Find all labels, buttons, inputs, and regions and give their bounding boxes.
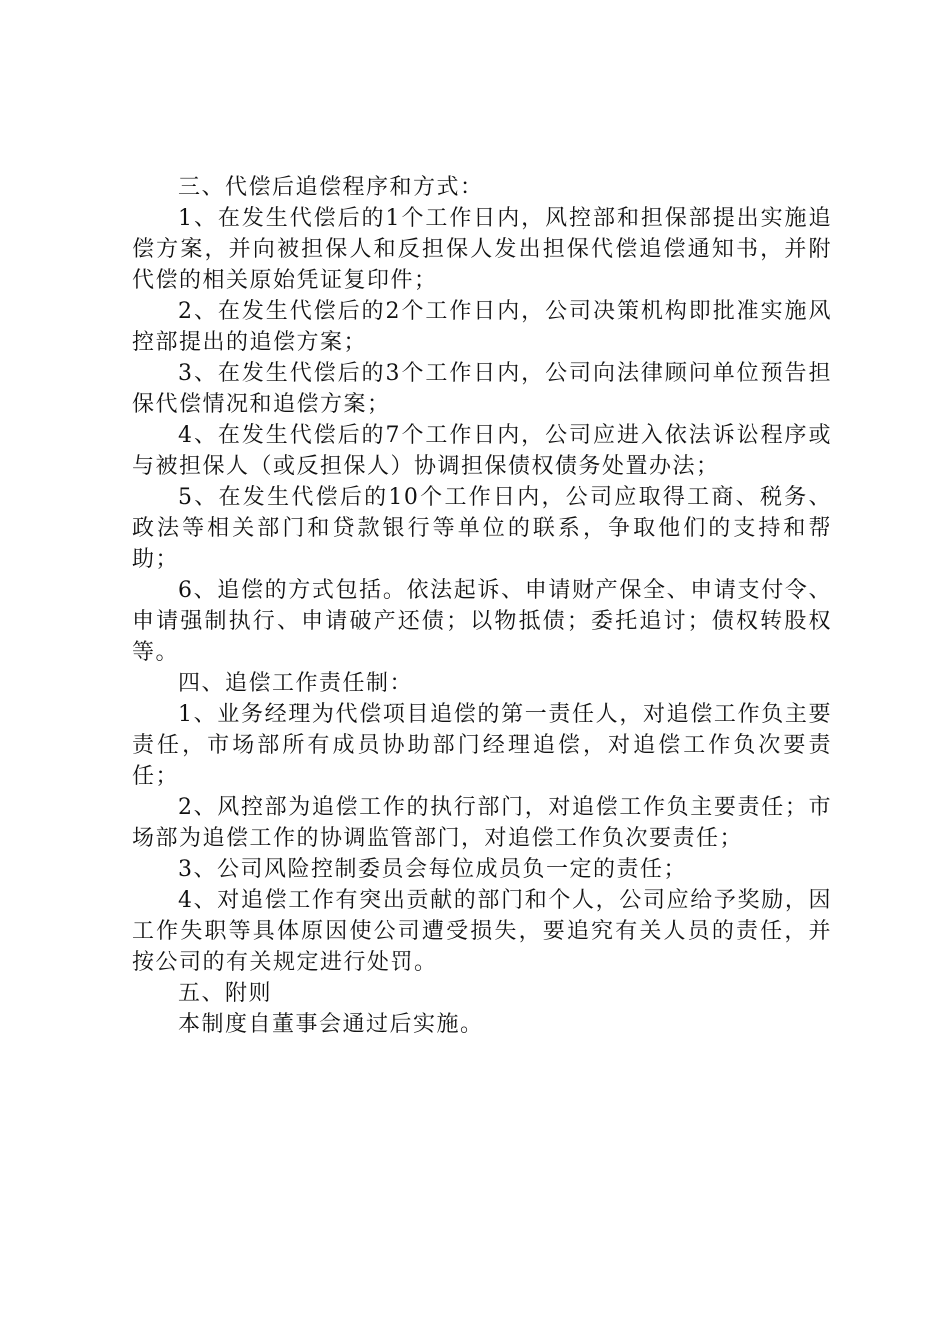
paragraph-procedure-6: 6、追偿的方式包括。依法起诉、申请财产保全、申请支付令、申请强制执行、申请破产还债；以物抵债；委托追讨；债权转股权等。 [132,578,832,665]
paragraph-procedure-5: 5、在发生代偿后的10个工作日内，公司应取得工商、税务、政法等相关部门和贷款银行等单位的联系，争取他们的支持和帮助； [132,485,832,572]
paragraph-responsibility-3: 3、公司风险控制委员会每位成员负一定的责任； [178,857,687,882]
section-heading-recovery-procedure: 三、代偿后追偿程序和方式： [178,175,484,200]
paragraph-responsibility-1: 1、业务经理为代偿项目追偿的第一责任人，对追偿工作负主要责任，市场部所有成员协助部门经理追偿，对追偿工作负次要责任； [132,702,832,789]
section-heading-responsibility: 四、追偿工作责任制： [178,671,414,696]
paragraph-procedure-2: 2、在发生代偿后的2个工作日内，公司决策机构即批准实施风控部提出的追偿方案； [132,299,832,355]
paragraph-supplementary: 本制度自董事会通过后实施。 [178,1012,484,1037]
document-body [132,172,832,1040]
paragraph-responsibility-2: 2、风控部为追偿工作的执行部门，对追偿工作负主要责任；市场部为追偿工作的协调监管部门，对追偿工作负次要责任； [132,795,832,851]
paragraph-procedure-3: 3、在发生代偿后的3个工作日内，公司向法律顾问单位预告担保代偿情况和追偿方案； [132,361,832,417]
paragraph-responsibility-4: 4、对追偿工作有突出贡献的部门和个人，公司应给予奖励，因工作失职等具体原因使公司遭受损失，要追究有关人员的责任，并按公司的有关规定进行处罚。 [132,888,832,975]
paragraph-procedure-4: 4、在发生代偿后的7个工作日内，公司应进入依法诉讼程序或与被担保人（或反担保人）协调担保债权债务处置办法； [132,423,832,479]
paragraph-procedure-1: 1、在发生代偿后的1个工作日内，风控部和担保部提出实施追偿方案，并向被担保人和反担保人发出担保代偿追偿通知书，并附代偿的相关原始凭证复印件； [132,206,832,293]
section-heading-supplementary: 五、附则 [178,981,273,1006]
